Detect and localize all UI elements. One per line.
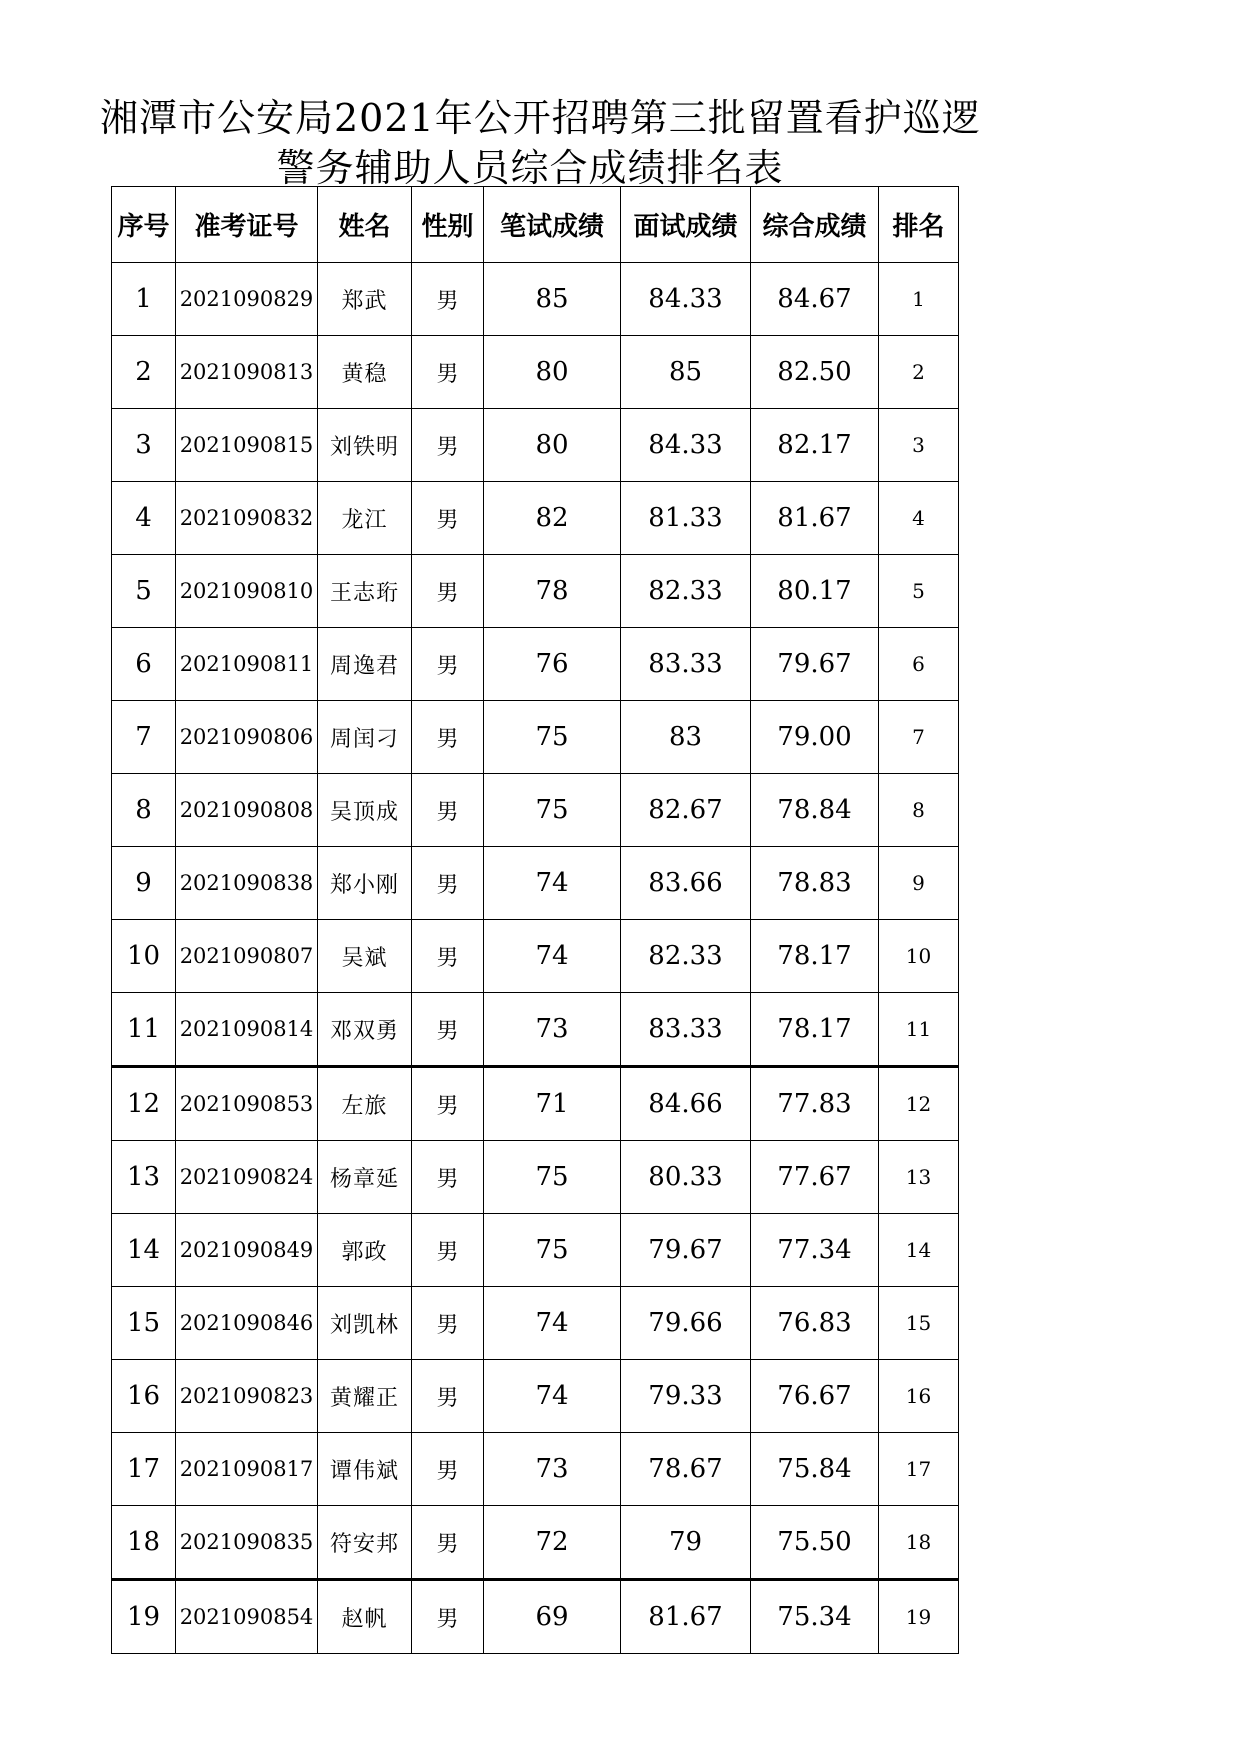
cell-total-score: 80.17 [751,555,879,628]
cell-written-score: 75 [484,701,621,774]
header-rank: 排名 [879,187,959,263]
cell-interview-score: 81.67 [621,1580,751,1654]
cell-name: 黄稳 [318,336,412,409]
cell-gender: 男 [412,920,484,993]
cell-written-score: 72 [484,1506,621,1580]
header-exam-id: 准考证号 [176,187,318,263]
cell-rank: 8 [879,774,959,847]
cell-interview-score: 82.33 [621,555,751,628]
cell-name: 吴顶成 [318,774,412,847]
cell-seq: 19 [112,1580,176,1654]
cell-name: 邓双勇 [318,993,412,1067]
cell-rank: 16 [879,1360,959,1433]
cell-gender: 男 [412,993,484,1067]
table-row [112,263,959,336]
cell-gender: 男 [412,628,484,701]
cell-exam-id: 2021090813 [176,336,318,409]
cell-written-score: 78 [484,555,621,628]
table-row [112,336,959,409]
table-row [112,1287,959,1360]
cell-seq: 8 [112,774,176,847]
cell-total-score: 76.67 [751,1360,879,1433]
cell-total-score: 79.00 [751,701,879,774]
cell-gender: 男 [412,1433,484,1506]
cell-rank: 17 [879,1433,959,1506]
cell-total-score: 77.67 [751,1141,879,1214]
cell-exam-id: 2021090807 [176,920,318,993]
cell-seq: 13 [112,1141,176,1214]
cell-exam-id: 2021090849 [176,1214,318,1287]
cell-name: 杨章延 [318,1141,412,1214]
cell-total-score: 84.67 [751,263,879,336]
cell-rank: 11 [879,993,959,1067]
cell-exam-id: 2021090815 [176,409,318,482]
cell-written-score: 76 [484,628,621,701]
table-row [112,993,959,1067]
cell-rank: 1 [879,263,959,336]
cell-total-score: 77.34 [751,1214,879,1287]
cell-rank: 3 [879,409,959,482]
cell-total-score: 76.83 [751,1287,879,1360]
cell-seq: 4 [112,482,176,555]
cell-written-score: 75 [484,1141,621,1214]
cell-total-score: 82.17 [751,409,879,482]
table-row [112,628,959,701]
cell-rank: 2 [879,336,959,409]
cell-written-score: 74 [484,847,621,920]
cell-gender: 男 [412,774,484,847]
table-row [112,920,959,993]
cell-name: 周逸君 [318,628,412,701]
cell-rank: 10 [879,920,959,993]
cell-rank: 12 [879,1067,959,1141]
cell-name: 赵帆 [318,1580,412,1654]
cell-total-score: 81.67 [751,482,879,555]
cell-gender: 男 [412,409,484,482]
cell-rank: 4 [879,482,959,555]
table-header-row [112,187,959,263]
cell-rank: 15 [879,1287,959,1360]
cell-total-score: 78.17 [751,993,879,1067]
table-row [112,774,959,847]
cell-exam-id: 2021090832 [176,482,318,555]
cell-interview-score: 83.33 [621,993,751,1067]
cell-gender: 男 [412,1506,484,1580]
cell-gender: 男 [412,555,484,628]
cell-rank: 7 [879,701,959,774]
cell-gender: 男 [412,1287,484,1360]
cell-name: 周闰刁 [318,701,412,774]
cell-interview-score: 80.33 [621,1141,751,1214]
cell-exam-id: 2021090817 [176,1433,318,1506]
cell-seq: 16 [112,1360,176,1433]
cell-gender: 男 [412,1067,484,1141]
cell-written-score: 80 [484,409,621,482]
cell-gender: 男 [412,1360,484,1433]
cell-interview-score: 82.33 [621,920,751,993]
cell-exam-id: 2021090806 [176,701,318,774]
cell-seq: 3 [112,409,176,482]
cell-rank: 13 [879,1141,959,1214]
cell-total-score: 77.83 [751,1067,879,1141]
cell-name: 郑武 [318,263,412,336]
table-row [112,1433,959,1506]
page-title-line-1: 湘潭市公安局2021年公开招聘第三批留置看护巡逻 [100,96,981,140]
table-row [112,1214,959,1287]
cell-seq: 2 [112,336,176,409]
cell-written-score: 80 [484,336,621,409]
cell-seq: 15 [112,1287,176,1360]
cell-name: 龙江 [318,482,412,555]
header-total-score: 综合成绩 [751,187,879,263]
header-gender: 性别 [412,187,484,263]
cell-interview-score: 84.33 [621,263,751,336]
cell-name: 郭政 [318,1214,412,1287]
header-written-score: 笔试成绩 [484,187,621,263]
cell-exam-id: 2021090846 [176,1287,318,1360]
cell-total-score: 78.84 [751,774,879,847]
cell-interview-score: 85 [621,336,751,409]
cell-rank: 19 [879,1580,959,1654]
cell-gender: 男 [412,1141,484,1214]
cell-name: 黄耀正 [318,1360,412,1433]
cell-gender: 男 [412,1214,484,1287]
cell-total-score: 79.67 [751,628,879,701]
cell-written-score: 69 [484,1580,621,1654]
cell-interview-score: 78.67 [621,1433,751,1506]
cell-written-score: 74 [484,1287,621,1360]
cell-seq: 7 [112,701,176,774]
cell-written-score: 75 [484,1214,621,1287]
cell-interview-score: 83.33 [621,628,751,701]
cell-interview-score: 83 [621,701,751,774]
score-ranking-table [111,186,959,1654]
cell-gender: 男 [412,1580,484,1654]
table-row [112,701,959,774]
cell-written-score: 73 [484,1433,621,1506]
cell-total-score: 75.84 [751,1433,879,1506]
cell-seq: 14 [112,1214,176,1287]
table-row [112,1580,959,1654]
cell-interview-score: 82.67 [621,774,751,847]
cell-name: 吴斌 [318,920,412,993]
cell-name: 刘凯林 [318,1287,412,1360]
cell-written-score: 85 [484,263,621,336]
cell-name: 王志珩 [318,555,412,628]
cell-interview-score: 83.66 [621,847,751,920]
cell-gender: 男 [412,263,484,336]
cell-interview-score: 79.66 [621,1287,751,1360]
cell-written-score: 71 [484,1067,621,1141]
cell-seq: 10 [112,920,176,993]
cell-gender: 男 [412,336,484,409]
page-title-line-2: 警务辅助人员综合成绩排名表 [276,146,784,190]
cell-written-score: 74 [484,1360,621,1433]
cell-gender: 男 [412,847,484,920]
cell-exam-id: 2021090835 [176,1506,318,1580]
table-row [112,847,959,920]
table-row [112,555,959,628]
cell-name: 符安邦 [318,1506,412,1580]
cell-seq: 11 [112,993,176,1067]
cell-exam-id: 2021090838 [176,847,318,920]
cell-written-score: 82 [484,482,621,555]
table-row [112,1067,959,1141]
cell-exam-id: 2021090823 [176,1360,318,1433]
cell-rank: 6 [879,628,959,701]
cell-seq: 5 [112,555,176,628]
cell-rank: 18 [879,1506,959,1580]
cell-name: 谭伟斌 [318,1433,412,1506]
cell-name: 刘铁明 [318,409,412,482]
cell-interview-score: 84.33 [621,409,751,482]
table-row [112,1141,959,1214]
cell-interview-score: 84.66 [621,1067,751,1141]
cell-written-score: 75 [484,774,621,847]
header-seq: 序号 [112,187,176,263]
cell-total-score: 82.50 [751,336,879,409]
cell-name: 左旅 [318,1067,412,1141]
cell-total-score: 78.17 [751,920,879,993]
cell-total-score: 75.50 [751,1506,879,1580]
table-row [112,1506,959,1580]
cell-seq: 17 [112,1433,176,1506]
cell-gender: 男 [412,701,484,774]
cell-seq: 6 [112,628,176,701]
cell-written-score: 73 [484,993,621,1067]
cell-exam-id: 2021090810 [176,555,318,628]
cell-rank: 14 [879,1214,959,1287]
cell-exam-id: 2021090808 [176,774,318,847]
header-name: 姓名 [318,187,412,263]
table-row [112,409,959,482]
cell-exam-id: 2021090829 [176,263,318,336]
cell-written-score: 74 [484,920,621,993]
cell-exam-id: 2021090814 [176,993,318,1067]
cell-total-score: 75.34 [751,1580,879,1654]
cell-exam-id: 2021090854 [176,1580,318,1654]
cell-total-score: 78.83 [751,847,879,920]
header-interview-score: 面试成绩 [621,187,751,263]
table-body [112,263,959,1654]
cell-seq: 1 [112,263,176,336]
cell-exam-id: 2021090853 [176,1067,318,1141]
cell-interview-score: 79 [621,1506,751,1580]
cell-interview-score: 79.67 [621,1214,751,1287]
cell-rank: 9 [879,847,959,920]
table-row [112,1360,959,1433]
cell-gender: 男 [412,482,484,555]
cell-interview-score: 81.33 [621,482,751,555]
cell-name: 郑小刚 [318,847,412,920]
cell-seq: 9 [112,847,176,920]
table-row [112,482,959,555]
cell-seq: 12 [112,1067,176,1141]
cell-interview-score: 79.33 [621,1360,751,1433]
cell-rank: 5 [879,555,959,628]
cell-seq: 18 [112,1506,176,1580]
cell-exam-id: 2021090811 [176,628,318,701]
cell-exam-id: 2021090824 [176,1141,318,1214]
